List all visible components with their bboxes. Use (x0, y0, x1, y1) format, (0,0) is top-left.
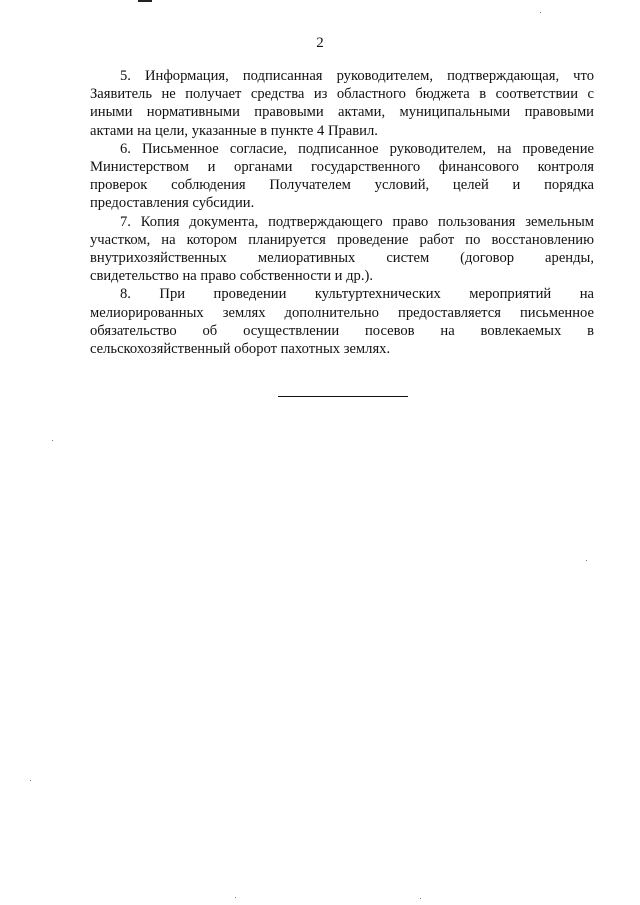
list-item-7-line-3: внутрихозяйственных мелиоративных систем (договор аренды, (90, 250, 594, 267)
list-item-7-line-4: свидетельство на право собственности и др.). (90, 268, 373, 285)
list-item-7-line-2: участком, на котором планируется проведение работ по восстановлению (90, 231, 594, 248)
list-item-5-line-4: актами на цели, указанные в пункте 4 Правил. (90, 122, 378, 139)
scan-speck (420, 898, 421, 899)
list-item-5-line-1: 5. Информация, подписанная руководителем, подтверждающая, что (120, 68, 594, 84)
list-item-7 (90, 213, 594, 286)
scan-speck (52, 440, 53, 441)
scan-artifact-mark (138, 0, 152, 2)
scan-speck (586, 560, 587, 561)
list-item-5 (90, 67, 594, 140)
list-item-5-line-2: Заявитель не получает средства из областного бюджета в соответствии с (90, 86, 594, 103)
list-item-7-line-1: 7. Копия документа, подтверждающего право пользования земельным (120, 213, 594, 230)
scan-speck (540, 12, 541, 13)
list-item-8-line-1: 8. При проведении культуртехнических мероприятий на (120, 286, 594, 303)
list-item-8-line-3: обязательство об осуществлении посевов на вовлекаемых в (90, 322, 594, 339)
list-item-8-line-4: сельскохозяйственный оборот пахотных землях. (90, 341, 391, 358)
list-item-6-line-1: 6. Письменное согласие, подписанное руководителем, на проведение (120, 140, 594, 157)
end-separator-line (278, 396, 408, 397)
list-item-6-line-3: проверок соблюдения Получателем условий, целей и порядка (90, 177, 594, 194)
list-item-6-line-4: предоставления субсидии. (90, 195, 255, 212)
list-item-8 (90, 285, 594, 358)
scan-speck (30, 780, 31, 781)
list-item-5-line-3: иными нормативными правовыми актами, муниципальными правовыми (90, 104, 594, 121)
list-item-6 (90, 140, 594, 213)
scan-speck (235, 897, 236, 898)
page-number: 2 (316, 35, 324, 51)
list-item-8-line-2: мелиорированных землях дополнительно предоставляется письменное (90, 304, 594, 321)
document-body (90, 67, 594, 358)
list-item-6-line-2: Министерством и органами государственного финансового контроля (90, 159, 594, 176)
